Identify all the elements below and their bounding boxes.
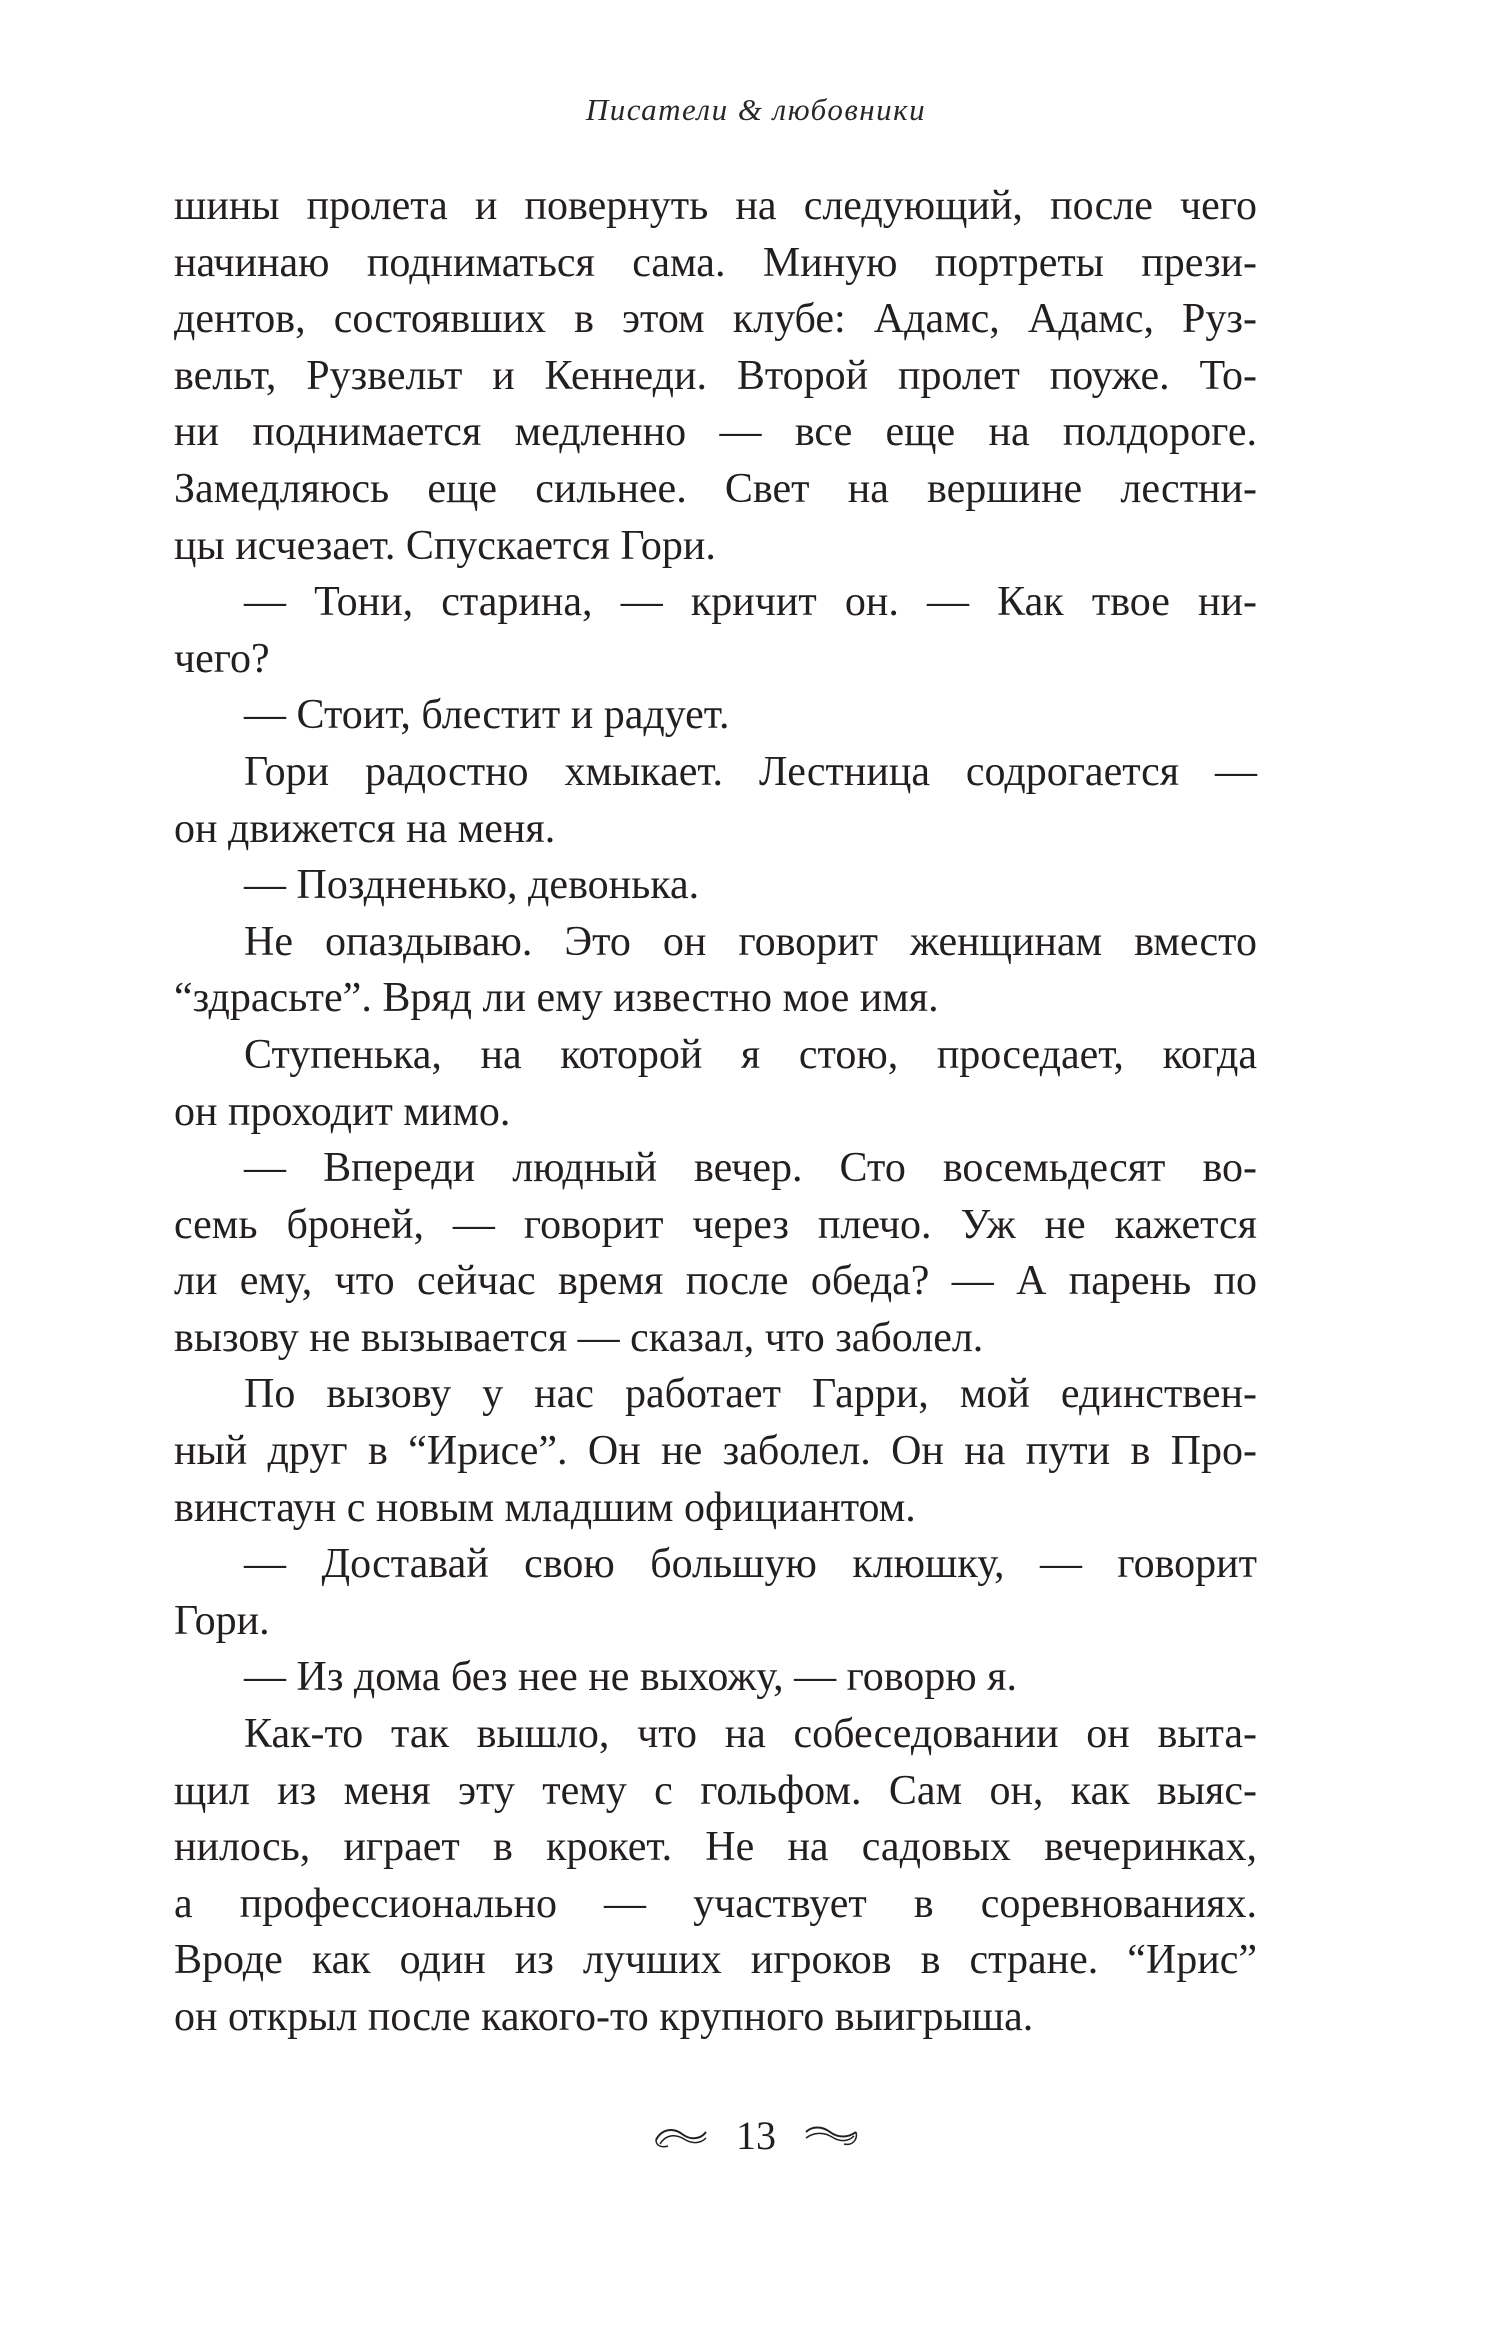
- paragraph: [174, 744, 1257, 857]
- text-line: чего?: [174, 635, 270, 682]
- body-text: [174, 178, 1257, 2046]
- page-number: 13: [736, 2113, 776, 2158]
- text-line: Гори радостно хмыкает. Лестница содрогается —: [244, 748, 1257, 795]
- text-line: — Поздненько, девонька.: [244, 862, 700, 909]
- text-line: нилось, играет в крокет. Не на садовых вечеринках,: [174, 1824, 1257, 1871]
- paragraph: [174, 1366, 1257, 1536]
- text-line: ли ему, что сейчас время после обеда? — А парень по: [174, 1258, 1257, 1305]
- text-line: Как-то так вышло, что на собеседовании он выта-: [244, 1711, 1257, 1758]
- text-line: Вроде как один из лучших игроков в стране. “Ирис”: [174, 1937, 1257, 1984]
- running-head: Писатели & любовники: [585, 92, 927, 127]
- text-line: — Доставай свою большую клюшку, — говорит: [244, 1541, 1257, 1588]
- text-line: Гори.: [174, 1597, 270, 1644]
- text-line: а профессионально — участвует в соревнованиях.: [174, 1880, 1257, 1927]
- text-line: Не опаздываю. Это он говорит женщинам вместо: [244, 918, 1257, 965]
- text-line: ни поднимается медленно — все еще на полдороге.: [174, 409, 1257, 456]
- text-line: Ступенька, на которой я стою, проседает, когда: [244, 1031, 1257, 1078]
- paragraph: [174, 178, 1257, 574]
- text-line: — Стоит, блестит и радует.: [244, 692, 730, 739]
- paragraph: [174, 1140, 1257, 1366]
- left-flourish-icon: [652, 2122, 710, 2150]
- paragraph: [174, 1649, 1257, 1706]
- text-line: “здрасьте”. Вряд ли ему известно мое имя.: [174, 975, 939, 1022]
- text-line: ный друг в “Ирисе”. Он не заболел. Он на пути в Про-: [174, 1428, 1257, 1475]
- paragraph: [174, 1536, 1257, 1649]
- text-line: шины пролета и повернуть на следующий, после чего: [174, 183, 1257, 229]
- text-line: Замедляюсь еще сильнее. Свет на вершине лестни-: [174, 465, 1257, 512]
- text-line: вельт, Рузвельт и Кеннеди. Второй пролет поуже. То-: [174, 352, 1257, 399]
- text-line: дентов, состоявших в этом клубе: Адамс, Адамс, Руз-: [174, 296, 1257, 343]
- text-line: — Тони, старина, — кричит он. — Как твое ни-: [244, 579, 1257, 626]
- right-flourish-icon: [802, 2122, 860, 2150]
- text-line: вызову не вызывается — сказал, что заболел.: [174, 1314, 984, 1361]
- paragraph: [174, 574, 1257, 687]
- text-line: — Из дома без нее не выхожу, — говорю я.: [244, 1654, 1018, 1701]
- text-line: он проходит мимо.: [174, 1088, 511, 1135]
- text-line: щил из меня эту тему с гольфом. Сам он, как выяс-: [174, 1767, 1257, 1814]
- text-line: семь броней, — говорит через плечо. Уж не кажется: [174, 1201, 1257, 1248]
- page-footer: [0, 2112, 1512, 2159]
- text-line: винстаун с новым младшим официантом.: [174, 1484, 916, 1531]
- text-line: — Впереди людный вечер. Сто восемьдесят во-: [244, 1145, 1257, 1192]
- text-line: цы исчезает. Спускается Гори.: [174, 522, 716, 569]
- paragraph: [174, 687, 1257, 744]
- paragraph: [174, 857, 1257, 914]
- paragraph: [174, 914, 1257, 1027]
- text-line: он открыл после какого-то крупного выигрыша.: [174, 1994, 1034, 2040]
- text-line: он движется на меня.: [174, 805, 556, 852]
- paragraph: [174, 1027, 1257, 1140]
- paragraph: [174, 1706, 1257, 2046]
- text-line: начинаю подниматься сама. Миную портреты прези-: [174, 239, 1257, 286]
- text-line: По вызову у нас работает Гарри, мой единствен-: [244, 1371, 1257, 1418]
